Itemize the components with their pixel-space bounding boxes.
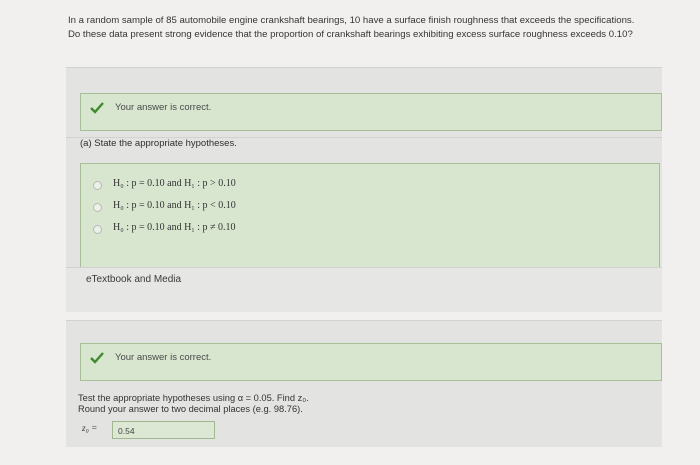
correct-feedback-text: Your answer is correct.	[115, 102, 212, 113]
correct-feedback-text: Your answer is correct.	[115, 352, 212, 363]
etextbook-card	[66, 267, 662, 312]
option-3-radio[interactable]	[93, 225, 102, 234]
option-1-text: H₀ : p = 0.10 and H₁ : p > 0.10	[113, 178, 236, 189]
correct-feedback-box-2	[80, 343, 662, 381]
part-b-instruction-1: Test the appropriate hypotheses using α = 0.05. Find z₀.	[78, 393, 309, 403]
hypotheses-options-box	[80, 163, 660, 269]
part-a-card	[66, 137, 662, 278]
option-1-radio[interactable]	[93, 181, 102, 190]
z0-input-label: z₀ =	[82, 424, 98, 434]
checkmark-icon	[90, 102, 104, 114]
checkmark-icon	[90, 352, 104, 364]
part-b-card	[66, 320, 662, 447]
part-b-instruction-2: Round your answer to two decimal places (e.g. 98.76).	[78, 404, 303, 414]
correct-feedback-box-1	[80, 93, 662, 131]
question-line-2: Do these data present strong evidence that the proportion of crankshaft bearings exhibiting excess surface roughness exceeds 0.10?	[68, 29, 633, 40]
question-text	[68, 14, 688, 42]
z0-answer-input[interactable]: 0.54	[112, 421, 215, 439]
feedback-card-1	[66, 67, 662, 138]
question-line-1: In a random sample of 85 automobile engine crankshaft bearings, 10 have a surface finish roughness that exceeds the specifications.	[68, 15, 635, 26]
etextbook-link[interactable]: eTextbook and Media	[86, 274, 182, 285]
part-a-label: (a) State the appropriate hypotheses.	[80, 138, 237, 149]
option-2-radio[interactable]	[93, 203, 102, 212]
option-2-text: H₀ : p = 0.10 and H₁ : p < 0.10	[113, 200, 236, 211]
option-3-text: H₀ : p = 0.10 and H₁ : p ≠ 0.10	[113, 222, 236, 233]
